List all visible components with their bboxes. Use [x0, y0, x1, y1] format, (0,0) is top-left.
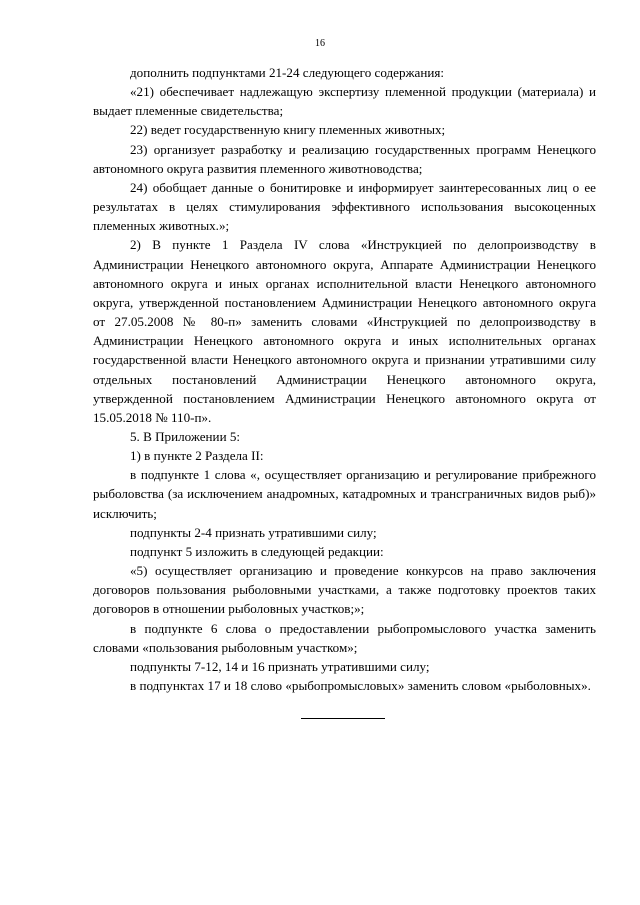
paragraph-6: 2) В пункте 1 Раздела IV слова «Инструкцией по делопроизводству в Администрации Ненецкого автономного округа, Аппарате Администрации Ненецкого автономного округа и иных органах исполнительной власти Ненецкого автономного округа, утвержденной постановлением Администрации Ненецкого автономного округа от 27.05.2008 № 80-п» заменить словами «Инструкцией по делопроизводству в Администрации Ненецкого автономного округа и иных исполнительных органах государственной власти Ненецкого автономного округа и признании утратившими силу отдельных постановлений Администрации Ненецкого автономного округа, утвержденной постановлением Администрации Ненецкого автономного округа от 15.05.2018 № 110-п». [93, 237, 596, 425]
paragraph-4: 23) организует разработку и реализацию государственных программ Ненецкого автономного округа развития племенного животноводства; [93, 141, 596, 176]
paragraph-9: в подпункте 1 слова «, осуществляет организацию и регулирование прибрежного рыболовства (за исключением анадромных, катадромных и трансграничных видов рыб)» исключить; [93, 467, 596, 521]
paragraph-10: подпункты 2-4 признать утратившими силу; [130, 524, 377, 540]
paragraph-8: 1) в пункте 2 Раздела II: [130, 448, 264, 464]
paragraph-13: в подпункте 6 слова о предоставлении рыбопромыслового участка заменить словами «пользования рыболовным участком»; [93, 620, 596, 655]
paragraph-7: 5. В Приложении 5: [130, 428, 241, 444]
document-body [93, 63, 596, 695]
paragraph-11: подпункт 5 изложить в следующей редакции: [130, 543, 384, 559]
paragraph-14: подпункты 7-12, 14 и 16 признать утратившими силу; [130, 658, 430, 674]
paragraph-1: дополнить подпунктами 21-24 следующего содержания: [130, 65, 445, 80]
page-number: 16 [315, 38, 325, 49]
paragraph-5: 24) обобщает данные о бонитировке и информирует заинтересованных лиц о ее результатах в целях стимулирования эффективного использования высокоценных племенных животных.»; [93, 179, 596, 234]
end-separator-line [301, 718, 385, 719]
paragraph-3: 22) ведет государственную книгу племенных животных; [130, 122, 446, 138]
paragraph-12: «5) осуществляет организацию и проведение конкурсов на право заключения договоров пользования рыболовными участками, а также подготовку проектов таких договоров в отношении рыболовных участков;»; [93, 563, 596, 617]
paragraph-2: «21) обеспечивает надлежащую экспертизу племенной продукции (материала) и выдает племенные свидетельства; [93, 84, 596, 119]
paragraph-15: в подпунктах 17 и 18 слово «рыбопромысловых» заменить словом «рыболовных». [130, 678, 591, 693]
